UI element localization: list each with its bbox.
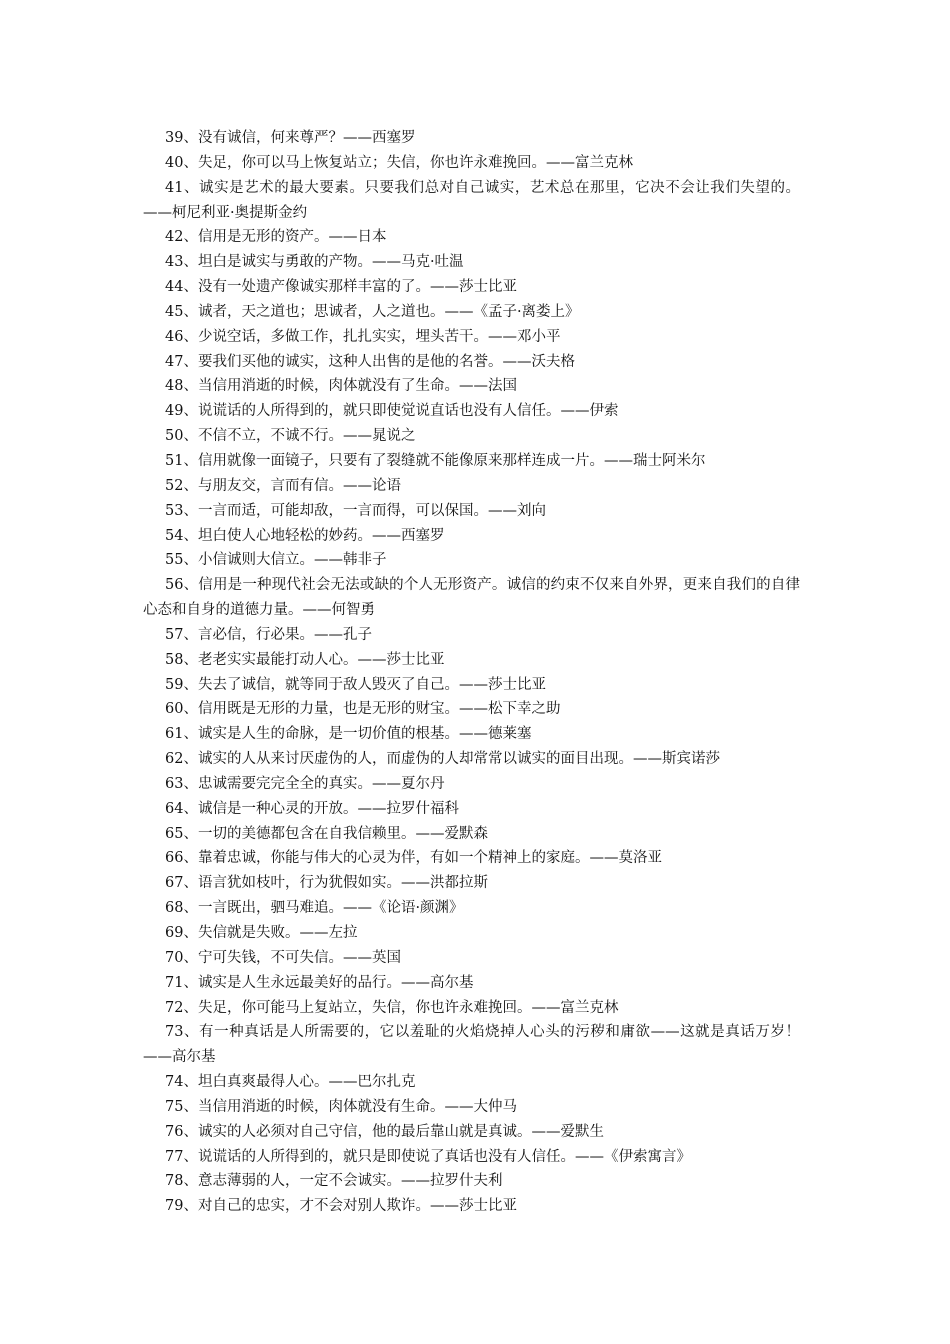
quote-44: 44、没有一处遗产像诚实那样丰富的了。——莎士比亚 — [165, 279, 517, 296]
quote-47: 47、要我们买他的诚实，这种人出售的是他的名誉。——沃夫格 — [165, 353, 575, 370]
quote-64: 64、诚信是一种心灵的开放。——拉罗什福科 — [165, 800, 459, 817]
quote-71: 71、诚实是人生永远最美好的品行。——高尔基 — [165, 974, 474, 991]
quote-54: 54、坦白使人心地轻松的妙药。——西塞罗 — [165, 527, 445, 544]
quote-46: 46、少说空话，多做工作，扎扎实实，埋头苦干。——邓小平 — [165, 328, 561, 345]
quote-42: 42、信用是无形的资产。——日本 — [165, 229, 387, 246]
quote-78: 78、意志薄弱的人，一定不会诚实。——拉罗什夫利 — [165, 1173, 503, 1190]
quote-55: 55、小信诚则大信立。——韩非子 — [165, 552, 387, 569]
quote-68: 68、一言既出，驷马难追。——《论语·颜渊》 — [165, 900, 464, 917]
quote-list — [143, 126, 800, 1219]
quote-48: 48、当信用消逝的时候，肉体就没有了生命。——法国 — [165, 378, 517, 395]
quote-76: 76、诚实的人必须对自己守信，他的最后靠山就是真诚。——爱默生 — [165, 1123, 604, 1140]
quote-63: 63、忠诚需要完完全全的真实。——夏尔丹 — [165, 775, 445, 792]
quote-41: 41、诚实是艺术的最大要素。只要我们总对自己诚实，艺术总在那里，它决不会让我们失望的。——柯尼利亚·奥提斯金约 — [143, 179, 800, 221]
quote-58: 58、老老实实最能打动人心。——莎士比亚 — [165, 651, 445, 668]
quote-70: 70、宁可失钱，不可失信。——英国 — [165, 949, 401, 966]
quote-73: 73、有一种真话是人所需要的，它以羞耻的火焰烧掉人心头的污秽和庸欲——这就是真话万岁！——高尔基 — [143, 1024, 800, 1066]
quote-39: 39、没有诚信，何来尊严？——西塞罗 — [165, 130, 416, 146]
quote-60: 60、信用既是无形的力量，也是无形的财宝。——松下幸之助 — [165, 701, 561, 718]
quote-77: 77、说谎话的人所得到的，就只是即使说了真话也没有人信任。——《伊索寓言》 — [165, 1148, 691, 1165]
quote-74: 74、坦白真爽最得人心。——巴尔扎克 — [165, 1074, 416, 1091]
quote-65: 65、一切的美德都包含在自我信赖里。——爱默森 — [165, 825, 488, 842]
quote-49: 49、说谎话的人所得到的，就只即使觉说直话也没有人信任。——伊索 — [165, 403, 619, 420]
quote-50: 50、不信不立，不诚不行。——晁说之 — [165, 428, 416, 445]
quote-45: 45、诚者，天之道也；思诚者，人之道也。——《孟子·离娄上》 — [165, 303, 580, 320]
quote-40: 40、失足，你可以马上恢复站立；失信，你也许永难挽回。——富兰克林 — [165, 154, 633, 171]
quote-59: 59、失去了诚信，就等同于敌人毁灭了自己。——莎士比亚 — [165, 676, 546, 693]
quote-57: 57、言必信，行必果。——孔子 — [165, 626, 372, 643]
quote-61: 61、诚实是人生的命脉，是一切价值的根基。——德莱塞 — [165, 726, 532, 743]
quote-51: 51、信用就像一面镜子，只要有了裂缝就不能像原来那样连成一片。——瑞士阿米尔 — [165, 452, 706, 469]
quote-52: 52、与朋友交，言而有信。——论语 — [165, 477, 401, 494]
quote-67: 67、语言犹如枝叶，行为犹假如实。——洪都拉斯 — [165, 875, 488, 892]
quote-66: 66、靠着忠诚，你能与伟大的心灵为伴，有如一个精神上的家庭。——莫洛亚 — [165, 850, 662, 867]
quote-69: 69、失信就是失败。——左拉 — [165, 925, 358, 941]
quote-79: 79、对自己的忠实，才不会对别人欺诈。——莎士比亚 — [165, 1198, 517, 1215]
quote-43: 43、坦白是诚实与勇敢的产物。——马克·吐温 — [165, 254, 464, 271]
quote-72: 72、失足，你可能马上复站立，失信，你也许永难挽回。——富兰克林 — [165, 999, 619, 1016]
quote-56: 56、信用是一种现代社会无法或缺的个人无形资产。诚信的约束不仅来自外界，更来自我们的自律心态和自身的道德力量。——何智勇 — [143, 577, 800, 619]
quote-75: 75、当信用消逝的时候，肉体就没有生命。——大仲马 — [165, 1098, 517, 1115]
quote-53: 53、一言而适，可能却敌，一言而得，可以保国。——刘向 — [165, 502, 546, 519]
quote-62: 62、诚实的人从来讨厌虚伪的人，而虚伪的人却常常以诚实的面目出现。——斯宾诺莎 — [165, 751, 720, 768]
